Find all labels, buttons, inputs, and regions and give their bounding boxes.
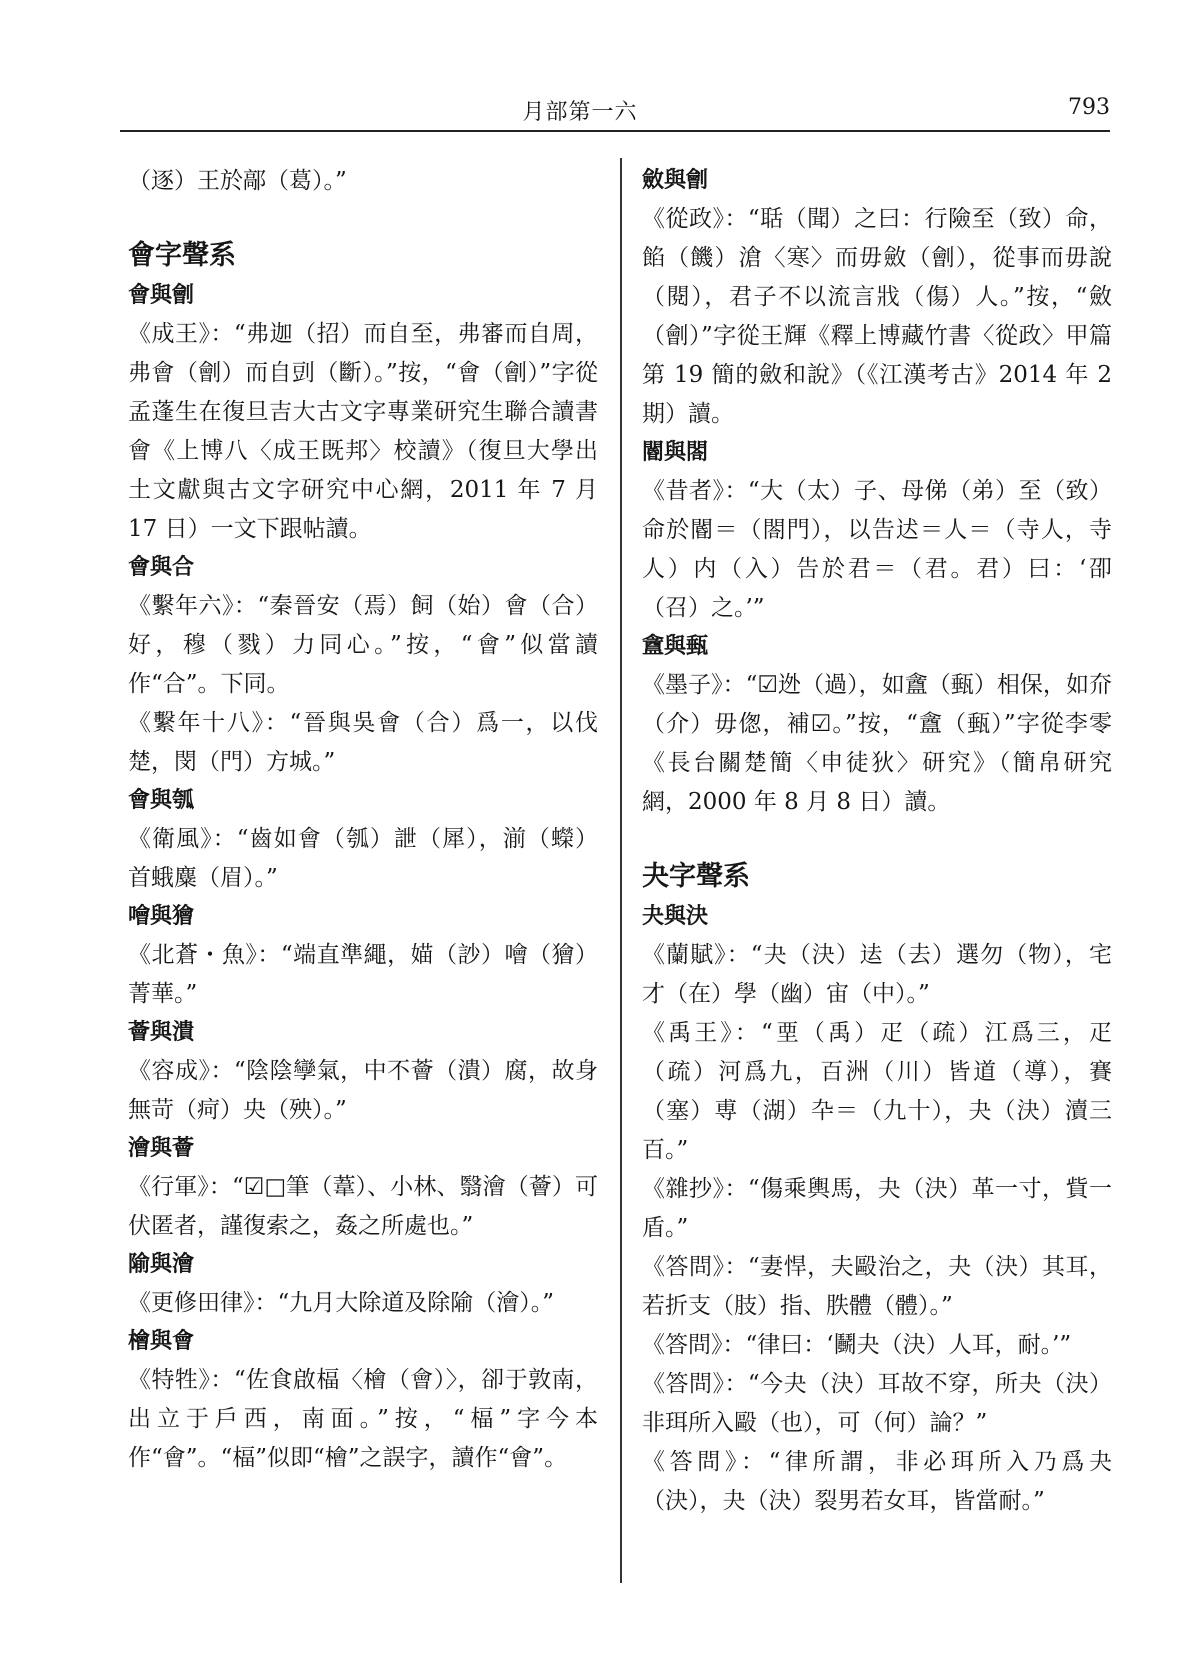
section-heading: 夬字聲系 <box>642 861 750 892</box>
entry-heading: 斂與劊 <box>642 168 709 193</box>
right-column <box>642 162 1112 1521</box>
entry-paragraph: 《昔者》：“大（太）子、母俤（弟）至（致）命於閽＝（閤門），以告迖＝人＝（寺人，寺人）内（入）告於君＝（君。君）曰：‘卲（召）之。’” <box>642 478 1112 621</box>
entry-paragraph: 《繫年六》：“秦晉安（焉）飼（始）會（合）好，穆（戮）力同心。”按，“會”似當讀作“合”。下同。 <box>128 593 598 697</box>
page-number: 793 <box>1068 95 1110 120</box>
entry-paragraph: 《禹王》：“垔（禹）疋（疏）江爲三，疋（疏）河爲九，百洲（川）皆道（導），賽（塞）尃（湖）卆＝（九十），夬（決）瀆三百。” <box>642 1020 1112 1163</box>
running-header-title: 月部第一六 <box>522 100 638 125</box>
entry-paragraph: 《繫年十八》：“晉與吳會（合）爲一，以伐楚，閔（門）方城。” <box>128 710 598 775</box>
entry-paragraph: 《容成》：“陰陰孿氣，中不薈（潰）腐，故身無苛（疴）央（殃）。” <box>128 1058 598 1123</box>
entry-paragraph: 《答問》：“律所謂，非必珥所入乃爲夬（決），夬（決）裂男若女耳，皆當耐。” <box>642 1449 1112 1514</box>
entry-heading: 噲與獪 <box>128 904 195 929</box>
entry-heading: 盦與甀 <box>642 634 709 659</box>
entry-heading: 會與合 <box>128 555 195 580</box>
entry-paragraph: 《成王》：“弗迦（招）而自至，弗審而自周，弗會（劊）而自剅（斷）。”按，“會（劊）”字從孟蓬生在復旦吉大古文字專業研究生聯合讀書會《上博八〈成王既邦〉校讀》（復旦大學出土文獻與古文字研究中心網，2011 年 7 月 17 日）一文下跟帖讀。 <box>128 321 598 542</box>
entry-heading: 會與劊 <box>128 283 195 308</box>
entry-paragraph: 《從政》：“聒（聞）之曰：行險至（致）命，餡（饑）滄〈寒〉而毋斂（劊），從事而毋說（閱），君子不以流言戕（傷）人。”按，“斂（劊）”字從王輝《釋上博藏竹書〈從政〉甲篇第 19 簡的斂和說》（《江漢考古》2014 年 2 期）讀。 <box>642 206 1112 427</box>
entry-paragraph: 《行軍》：“☑□筆（葦）、小林、翳澮（薈）可伏匿者，謹復索之，姦之所處也。” <box>128 1174 598 1239</box>
entry-heading: 會與瓠 <box>128 788 195 813</box>
entry-paragraph: 《墨子》：“☑迯（過），如盦（甀）相保，如夼（介）毋偬，補☑。”按，“盦（甀）”字從李零《長台關楚簡〈申徒狄〉研究》（簡帛研究網，2000 年 8 月 8 日）讀。 <box>642 672 1112 815</box>
entry-paragraph: 《答問》：“律曰：‘鬭夬（決）人耳，耐。’” <box>642 1332 1072 1358</box>
section-gap <box>642 822 1112 856</box>
entry-heading: 澮與薈 <box>128 1136 195 1161</box>
entry-heading: 薈與潰 <box>128 1020 195 1045</box>
entry-paragraph: 《特牲》：“佐食啟楅〈檜（會）〉，卻于敦南，出立于戶西，南面。”按，“楅”字今本作“會”。“楅”似即“檜”之誤字，讀作“會”。 <box>128 1367 598 1471</box>
column-divider <box>620 158 622 1583</box>
entry-paragraph: 《衛風》：“齒如會（瓠）詍（犀），湔（蠑）首蛾麋（眉）。” <box>128 826 598 891</box>
entry-paragraph: （逐）王於鄗（葛）。” <box>128 168 347 194</box>
section-heading: 會字聲系 <box>128 240 236 271</box>
entry-heading: 檜與會 <box>128 1329 195 1354</box>
entry-paragraph: 《蘭賦》：“夬（決）迲（去）選勿（物），宅才（在）學（幽）宙（中）。” <box>642 942 1112 1007</box>
entry-paragraph: 《更修田律》：“九月大除道及除隃（澮）。” <box>128 1290 555 1316</box>
section-gap <box>128 201 598 235</box>
left-column <box>128 162 598 1478</box>
entry-paragraph: 《北蒼・魚》：“端直準繩，媌（訬）噲（獪）菁華。” <box>128 942 598 1007</box>
entry-paragraph: 《雜抄》：“傷乘輿馬，夬（決）革一寸，貲一盾。” <box>642 1176 1112 1241</box>
entry-paragraph: 《答問》：“妻悍，夫毆治之，夬（決）其耳，若折支（肢）指、胅體（體）。” <box>642 1254 1112 1319</box>
header-rule <box>120 130 1110 132</box>
entry-heading: 閽與閤 <box>642 440 709 465</box>
entry-paragraph: 《答問》：“今夬（決）耳故不穿，所夬（決）非珥所入毆（也），可（何）論？” <box>642 1371 1112 1436</box>
entry-heading: 隃與澮 <box>128 1252 195 1277</box>
entry-heading: 夬與決 <box>642 904 709 929</box>
